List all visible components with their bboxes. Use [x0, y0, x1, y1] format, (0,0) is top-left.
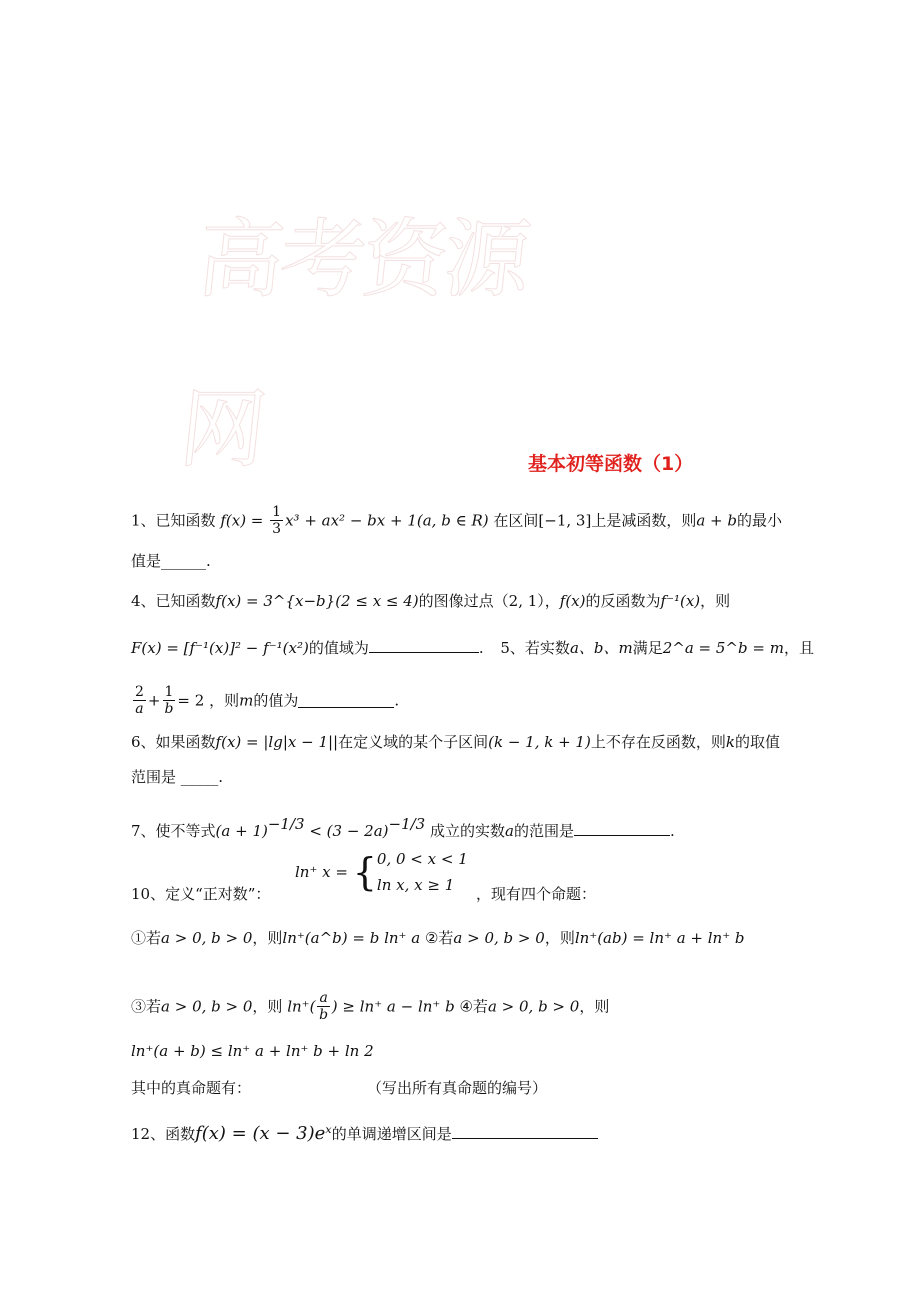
q10-definition	[295, 846, 468, 898]
q6-prefix: 6、如果函数	[131, 733, 216, 751]
q7-exp-1: −1/3	[267, 815, 305, 833]
question-5-line-2	[131, 684, 399, 717]
q1-suffix: 上是减函数，则	[591, 511, 697, 530]
q5-cond: 2^a = 5^b = m	[662, 639, 784, 657]
q6-tail: 的取值	[734, 733, 780, 751]
question-1-line-2: 值是______.	[131, 552, 211, 570]
q6-func: f(x) = |lg|x − 1||	[215, 733, 339, 751]
q5-plus: +	[147, 691, 161, 710]
p3-then: ，则	[252, 997, 283, 1016]
q7-exp-2: −1/3	[388, 815, 426, 833]
q7-end: .	[670, 822, 675, 840]
page-title: 基本初等函数（1）	[528, 453, 694, 475]
p2-label: ②若	[424, 929, 454, 947]
q12-prefix: 12、函数	[131, 1125, 196, 1143]
q4-func: f(x) = 3^{x−b}(2 ≤ x ≤ 4)	[215, 592, 419, 610]
watermark: 高考资源网	[174, 210, 532, 480]
q10-case-1: 0, 0 < x < 1	[376, 850, 468, 868]
q5-m-var: m	[239, 691, 254, 710]
q6-mid: 在定义域的某个子区间	[338, 733, 489, 751]
q1-prefix: 1、已知函数	[131, 511, 216, 530]
q5-vars: a、b、m	[569, 639, 633, 657]
q10-tail: ，现有四个命题：	[476, 885, 597, 903]
p4-label: ④若	[459, 997, 488, 1016]
q1-func-lhs: f(x) =	[220, 511, 269, 530]
question-12	[131, 1124, 598, 1144]
q6-interval: (k − 1, k + 1)	[488, 733, 591, 751]
p2-then: ，则	[544, 929, 575, 947]
p3-expr-pre: ln⁺(	[287, 997, 316, 1016]
p3-frac-den: b	[319, 1007, 329, 1023]
p4-then: ，则	[579, 997, 610, 1016]
q5-mid: 满足	[632, 639, 663, 657]
question-6-line-1	[131, 732, 780, 752]
q5-tail: ，且	[783, 639, 814, 657]
q7-a: a	[505, 822, 514, 840]
q5-eq: = 2	[177, 691, 205, 710]
q5-answer-blank[interactable]	[298, 693, 394, 708]
q10-propositions-3-4	[131, 990, 609, 1023]
p3-cond: a > 0, b > 0	[161, 997, 253, 1016]
q4-end: .	[478, 639, 484, 657]
q5-text3: 的值为	[253, 691, 299, 710]
question-1-line-1	[131, 504, 782, 537]
question-4-line-2	[131, 638, 814, 658]
q4-inverse: f⁻¹(x)	[660, 592, 701, 610]
q7-tail: 的范围是	[513, 822, 574, 840]
q10-prefix: 10、定义“正对数”：	[131, 885, 271, 903]
q4-fx: f(x)	[559, 592, 586, 610]
q4-F-def: F(x) = [f⁻¹(x)]² − f⁻¹(x²)	[131, 639, 309, 657]
q10-hint: （写出所有真命题的编号）	[367, 1079, 548, 1097]
q5-prefix: 5、若实数	[500, 639, 570, 657]
q10-case-2: ln x, x ≥ 1	[376, 876, 455, 894]
q5-frac2-num: 1	[164, 684, 174, 700]
q1-expr: a + b	[696, 511, 737, 530]
q10-propositions-1-2	[131, 928, 745, 948]
q12-func: f(x) = (x − 3)eˣ	[195, 1123, 332, 1144]
q4-range-text: 的值域为	[308, 639, 369, 657]
q10-def-lhs: ln⁺ x =	[295, 863, 353, 881]
q4-mid2: 的反函数为	[585, 592, 661, 610]
question-6-line-2: 范围是 _____.	[131, 768, 224, 786]
q7-rhs: < (3 − 2a)	[304, 822, 389, 840]
q1-fraction	[270, 504, 283, 537]
q5-frac1-num: 2	[135, 684, 144, 700]
q5-frac1-den: a	[135, 701, 144, 717]
q1-frac-num: 1	[272, 504, 282, 520]
q4-tail: ，则	[700, 592, 731, 610]
q1-tail: 的最小	[736, 511, 782, 530]
q7-lhs: (a + 1)	[215, 822, 268, 840]
q5-text2: ，则	[209, 691, 240, 710]
q12-answer-blank[interactable]	[452, 1124, 598, 1139]
p1-cond: a > 0, b > 0	[161, 929, 253, 947]
q5-frac2-den: b	[164, 701, 174, 717]
q1-func-rhs: x³ + ax² − bx + 1(a, b ∈ R)	[285, 511, 489, 530]
q10-brace-icon: {	[352, 850, 377, 894]
p1-then: ，则	[252, 929, 283, 947]
p1-label: ①若	[131, 929, 162, 947]
q5-frac-1	[133, 684, 146, 717]
q7-prefix: 7、使不等式	[131, 822, 216, 840]
q10-cases	[377, 846, 468, 898]
p3-expr-post: ) ≥ ln⁺ a − ln⁺ b	[331, 997, 455, 1016]
p4-expr-text: ln⁺(a + b) ≤ ln⁺ a + ln⁺ b + ln 2	[131, 1042, 374, 1060]
p3-frac-num: a	[319, 990, 328, 1006]
q5-end: .	[394, 691, 400, 710]
q12-tail: 的单调递增区间是	[331, 1125, 452, 1143]
p1-expr: ln⁺(a^b) = b ln⁺ a	[282, 929, 421, 947]
q1-interval: [−1, 3]	[538, 511, 592, 530]
question-4-line-1	[131, 591, 730, 611]
p3-fraction	[317, 990, 329, 1023]
p3-label: ③若	[131, 997, 162, 1016]
p2-expr: ln⁺(ab) = ln⁺ a + ln⁺ b	[574, 929, 745, 947]
q10-ask: 其中的真命题有：	[131, 1079, 252, 1097]
q7-answer-blank[interactable]	[574, 821, 670, 836]
q4-prefix: 4、已知函数	[131, 592, 216, 610]
p2-cond: a > 0, b > 0	[453, 929, 545, 947]
q5-frac-2	[163, 684, 176, 717]
q4-mid1: 的图像过点（2, 1），	[418, 592, 560, 610]
q7-mid: 成立的实数	[430, 822, 506, 840]
p4-cond: a > 0, b > 0	[487, 997, 580, 1016]
q6-k: k	[725, 733, 735, 751]
p4-expr	[131, 1041, 374, 1061]
q1-frac-den: 3	[272, 521, 282, 537]
q6-suffix: 上不存在反函数，则	[590, 733, 726, 751]
q4-answer-blank[interactable]	[369, 638, 479, 653]
q1-mid: 在区间	[493, 511, 539, 530]
question-7	[131, 814, 675, 841]
